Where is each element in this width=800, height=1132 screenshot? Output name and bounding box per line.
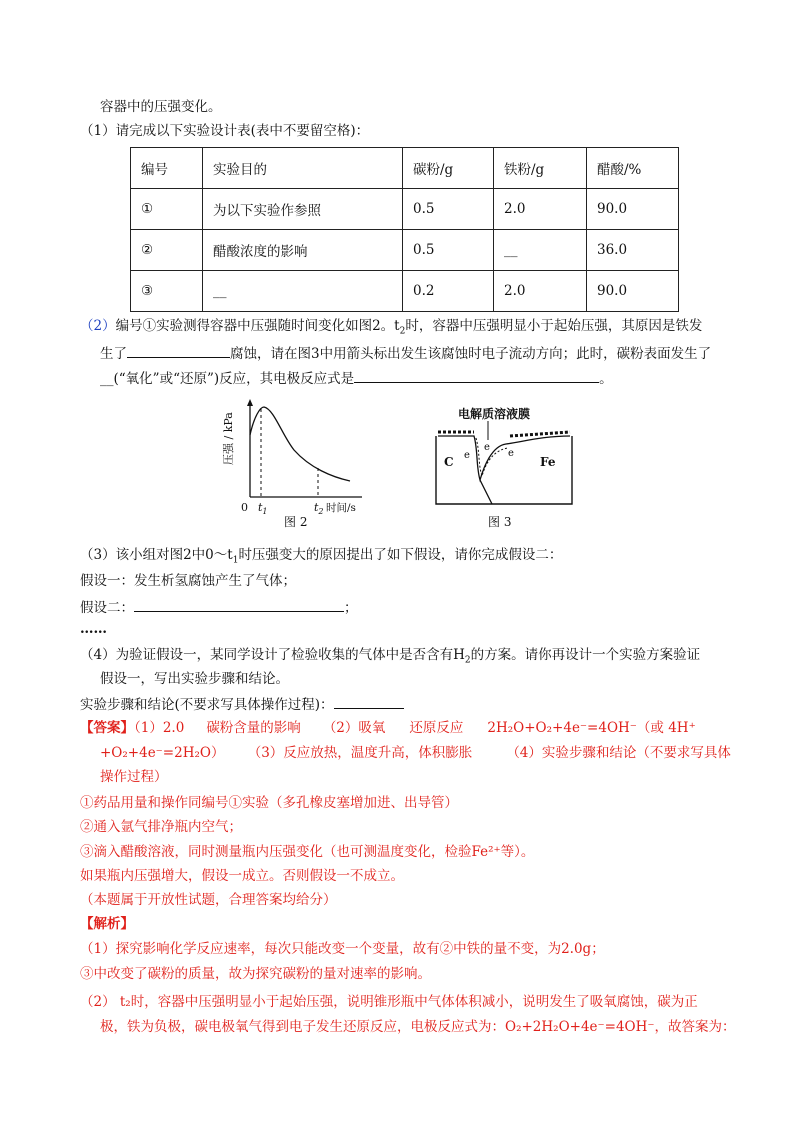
answer-line-1: 【答案】（1）2.0 碳粉含量的影响 （2）吸氧 还原反应 2H₂O+O₂+4e⁻=4OH⁻（或 4H⁺ [80, 720, 696, 736]
q2-sub: 2 [399, 326, 406, 337]
table-cell: 90.0 [587, 271, 679, 312]
table-row [131, 189, 679, 230]
table-cell: ③ [131, 271, 203, 312]
fig2-y-label: 压强 / kPa [222, 412, 235, 465]
table-header-cell: 碳粉/g [403, 148, 494, 189]
experiment-design-table [130, 147, 679, 312]
table-cell: 0.2 [403, 271, 494, 312]
q2-line2-b: 腐蚀，请在图3中用箭头标出发生该腐蚀时电子流动方向；此时，碳粉表面发生了 [230, 346, 712, 362]
analysis-tag: 【解析】 [80, 916, 134, 932]
table-header-cell: 实验目的 [203, 148, 403, 189]
fig2-caption: 图 2 [284, 515, 308, 529]
table-cell: 为以下实验作参照 [203, 189, 403, 230]
table-row [131, 271, 679, 312]
fig3-box [436, 436, 572, 504]
fig2-x-label: 时间/s [326, 502, 356, 514]
table-header-cell: 编号 [131, 148, 203, 189]
table-header-cell: 铁粉/g [494, 148, 587, 189]
answer-step-1: ①药品用量和操作同编号①实验（多孔橡皮塞增加进、出导管） [80, 795, 458, 811]
table-row [131, 230, 679, 271]
fig3-film-label: 电解质溶液膜 [458, 407, 531, 421]
hypothesis-1: 假设一：发生析氢腐蚀产生了气体； [80, 573, 296, 589]
fig3-film-dashes [476, 438, 508, 476]
y-axis-arrow-icon [247, 399, 253, 406]
fig3-iron-label: Fe [540, 455, 556, 469]
table-cell-blank: __ [494, 230, 587, 271]
answer-line-3: 操作过程） [100, 769, 168, 785]
q2-line3-a: __(“氧化”或“还原”)反应，其电极反应式是 [100, 371, 355, 387]
answer-blank [127, 343, 230, 358]
table-header-row [131, 148, 679, 189]
question-3-label: （3）该小组对图2中$0\sim t_1$时压强变大的原因提出了如下假设，请你完成假设二： [80, 547, 563, 566]
fig3-crack [480, 480, 492, 504]
table-cell: 0.5 [403, 230, 494, 271]
table-cell: 36.0 [587, 230, 679, 271]
table-cell: 0.5 [403, 189, 494, 230]
q2-text-b: 时，容器中压强明显小于起始压强，其原因是铁发 [405, 318, 703, 334]
q2-line3-b: 。 [599, 371, 613, 387]
question-4-line-2: 假设一，写出实验步骤和结论。 [100, 671, 289, 687]
analysis-line-4: 极，铁为负极，碳电极氧气得到电子发生还原反应，电极反应式为：O₂+2H₂O+4e⁻=4OH⁻，故答案为： [100, 1019, 736, 1035]
answer-blank [334, 694, 404, 709]
question-4-line-1: （4）为验证假设一，某同学设计了检验收集的气体中是否含有$H_2$的方案。请你再设计一个实验方案验证 [80, 647, 701, 666]
question-2-line-2 [100, 343, 711, 363]
fig2-origin: 0 [241, 501, 248, 514]
question-2-line-3 [100, 368, 613, 388]
analysis-line-1: （1）探究影响化学反应速率，每次只能改变一个变量，故有②中铁的量不变，为2.0g； [80, 941, 605, 957]
question-2-line-1 [80, 317, 702, 341]
fig2-t2: $t_2$ [314, 501, 324, 516]
fig3-electron-label: e [464, 450, 470, 461]
table-cell: 90.0 [587, 189, 679, 230]
answer-blank [134, 597, 344, 612]
figure-3-corrosion-diagram [432, 406, 582, 530]
hypothesis-2: 假设二： ； [80, 597, 358, 617]
answer-note: （本题属于开放性试题，合理答案均给分） [80, 892, 337, 908]
table-header-cell: 醋酸/% [587, 148, 679, 189]
question-1-label: （1）请完成以下实验设计表(表中不要留空格)： [80, 123, 370, 139]
answer-tag: 【答案】 [80, 720, 134, 736]
analysis-line-2: ③中改变了碳粉的质量，故为探究碳粉的量对速率的影响。 [80, 966, 431, 982]
table-cell-blank: __ [203, 271, 403, 312]
question-2-number: （2） [80, 318, 116, 334]
q2-line2-a: 生了 [100, 346, 127, 362]
analysis-line-3: （2） t₂时，容器中压强明显小于起始压强，说明锥形瓶中气体体积减小，说明发生了吸氧腐蚀，碳为正 [80, 994, 698, 1010]
answer-conclusion: 如果瓶内压强增大，假设一成立。否则假设一不成立。 [80, 868, 404, 884]
fig3-carbon-label: C [444, 455, 454, 469]
table-cell: 2.0 [494, 271, 587, 312]
question-4-line-3: 实验步骤和结论(不要求写具体操作过程)： [80, 694, 404, 714]
answer-blank [354, 368, 599, 383]
answer-step-2: ②通入氩气排净瓶内空气； [80, 819, 242, 835]
ellipsis: …… [80, 621, 107, 637]
pressure-curve [250, 407, 350, 481]
table-cell: ① [131, 189, 203, 230]
fig3-electron-label: e [484, 442, 490, 453]
figure-2-pressure-curve [222, 395, 372, 530]
q2-text: 编号①实验测得容器中压强随时间变化如图2。t [115, 318, 400, 334]
fig3-electron-label: e [508, 448, 514, 459]
fig3-caption: 图 3 [488, 515, 512, 529]
answer-line-2: +O₂+4e⁻=2H₂O） （3）反应放热，温度升高，体积膨胀 （4）实验步骤和结论（不要求写具体 [100, 745, 731, 761]
intro-tail: 容器中的压强变化。 [100, 99, 222, 115]
answer-step-3: ③滴入醋酸溶液，同时测量瓶内压强变化（也可测温度变化，检验Fe²⁺等）。 [80, 844, 535, 860]
table-cell: 醋酸浓度的影响 [203, 230, 403, 271]
table-cell: 2.0 [494, 189, 587, 230]
table-cell: ② [131, 230, 203, 271]
fig2-t1: $t_1$ [258, 501, 268, 516]
